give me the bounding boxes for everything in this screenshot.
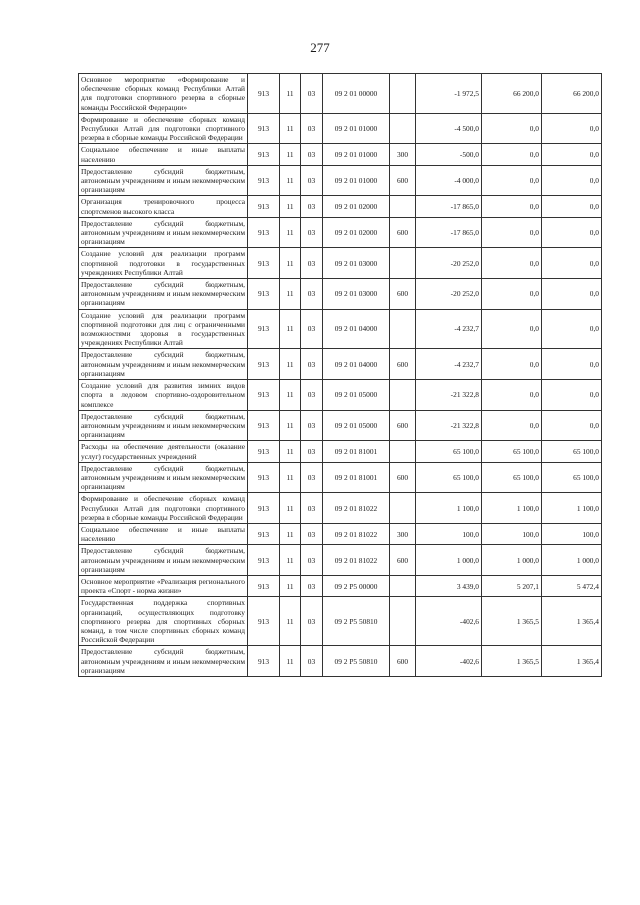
row-grbs: 913 [248,462,280,493]
row-amount-2: 0,0 [482,144,542,165]
row-amount-3: 5 472,4 [542,575,602,596]
row-amount-3: 1 000,0 [542,545,602,576]
row-name: Предоставление субсидий бюджетным, автономным учреждениям и иным некоммерческим организациям [79,165,248,196]
table-row [79,441,602,462]
row-target-article: 09 2 P5 50810 [323,646,390,677]
row-target-article: 09 2 P5 50810 [323,597,390,646]
row-expense-type [390,309,416,349]
row-amount-2: 0,0 [482,309,542,349]
row-expense-type [390,441,416,462]
row-amount-1: -17 865,0 [416,196,482,217]
row-grbs: 913 [248,493,280,524]
row-expense-type: 300 [390,523,416,544]
row-amount-3: 65 100,0 [542,441,602,462]
row-amount-3: 0,0 [542,217,602,248]
row-expense-type [390,196,416,217]
row-name: Предоставление субсидий бюджетным, автономным учреждениям и иным некоммерческим организациям [79,349,248,380]
row-expense-type: 600 [390,349,416,380]
row-amount-1: -1 972,5 [416,74,482,114]
row-amount-1: -4 232,7 [416,309,482,349]
row-grbs: 913 [248,248,280,279]
row-amount-3: 0,0 [542,165,602,196]
table-row [79,248,602,279]
row-section: 11 [280,410,301,441]
row-name: Предоставление субсидий бюджетным, автономным учреждениям и иным некоммерческим организациям [79,410,248,441]
row-amount-3: 65 100,0 [542,462,602,493]
row-target-article: 09 2 01 01000 [323,165,390,196]
row-amount-2: 0,0 [482,349,542,380]
row-amount-2: 66 200,0 [482,74,542,114]
row-amount-2: 0,0 [482,380,542,411]
row-expense-type: 600 [390,462,416,493]
row-amount-2: 0,0 [482,410,542,441]
row-grbs: 913 [248,217,280,248]
row-subsection: 03 [301,279,323,310]
row-section: 11 [280,575,301,596]
row-amount-1: 100,0 [416,523,482,544]
row-amount-1: 65 100,0 [416,462,482,493]
row-name: Предоставление субсидий бюджетным, автономным учреждениям и иным некоммерческим организациям [79,545,248,576]
row-grbs: 913 [248,575,280,596]
row-amount-2: 0,0 [482,217,542,248]
row-amount-1: -500,0 [416,144,482,165]
row-amount-1: 65 100,0 [416,441,482,462]
row-amount-1: 1 100,0 [416,493,482,524]
row-section: 11 [280,248,301,279]
row-subsection: 03 [301,74,323,114]
row-amount-2: 0,0 [482,196,542,217]
row-amount-1: -17 865,0 [416,217,482,248]
row-amount-3: 0,0 [542,248,602,279]
row-grbs: 913 [248,349,280,380]
row-target-article: 09 2 01 00000 [323,74,390,114]
row-grbs: 913 [248,597,280,646]
row-name: Предоставление субсидий бюджетным, автономным учреждениям и иным некоммерческим организациям [79,462,248,493]
row-subsection: 03 [301,165,323,196]
row-target-article: 09 2 01 04000 [323,309,390,349]
row-target-article: 09 2 01 02000 [323,196,390,217]
row-grbs: 913 [248,74,280,114]
row-grbs: 913 [248,165,280,196]
row-expense-type: 600 [390,410,416,441]
row-name: Социальное обеспечение и иные выплаты населению [79,523,248,544]
table-row [79,165,602,196]
table-row [79,144,602,165]
row-amount-3: 100,0 [542,523,602,544]
row-expense-type [390,597,416,646]
row-subsection: 03 [301,462,323,493]
row-target-article: 09 2 01 02000 [323,217,390,248]
row-subsection: 03 [301,545,323,576]
row-amount-1: -21 322,8 [416,410,482,441]
row-target-article: 09 2 P5 00000 [323,575,390,596]
row-subsection: 03 [301,493,323,524]
row-grbs: 913 [248,113,280,144]
row-name: Организация тренировочного процесса спортсменов высокого класса [79,196,248,217]
table-row [79,349,602,380]
row-name: Предоставление субсидий бюджетным, автономным учреждениям и иным некоммерческим организациям [79,279,248,310]
row-subsection: 03 [301,380,323,411]
row-amount-1: 3 439,0 [416,575,482,596]
row-amount-2: 65 100,0 [482,462,542,493]
row-expense-type: 600 [390,545,416,576]
row-section: 11 [280,441,301,462]
row-amount-1: -402,6 [416,597,482,646]
row-target-article: 09 2 01 03000 [323,248,390,279]
row-amount-3: 66 200,0 [542,74,602,114]
row-section: 11 [280,165,301,196]
row-target-article: 09 2 01 05000 [323,380,390,411]
row-grbs: 913 [248,545,280,576]
table-row [79,410,602,441]
row-name: Государственная поддержка спортивных организаций, осуществляющих подготовку спортивного резерва для спортивных сборных команд, в том числе спортивных сборных команд Российской Федерации [79,597,248,646]
row-amount-1: -21 322,8 [416,380,482,411]
row-section: 11 [280,597,301,646]
row-target-article: 09 2 01 05000 [323,410,390,441]
row-section: 11 [280,646,301,677]
row-subsection: 03 [301,309,323,349]
row-amount-3: 0,0 [542,196,602,217]
table-row [79,196,602,217]
row-section: 11 [280,196,301,217]
row-amount-1: -4 500,0 [416,113,482,144]
table-row [79,493,602,524]
table-row [79,279,602,310]
row-amount-3: 0,0 [542,144,602,165]
row-name: Создание условий для реализации программ спортивной подготовки в государственных учреждениях Республики Алтай [79,248,248,279]
row-target-article: 09 2 01 81022 [323,545,390,576]
row-target-article: 09 2 01 04000 [323,349,390,380]
row-subsection: 03 [301,441,323,462]
row-section: 11 [280,349,301,380]
row-section: 11 [280,279,301,310]
row-amount-1: -402,6 [416,646,482,677]
row-amount-2: 65 100,0 [482,441,542,462]
table-row [79,597,602,646]
row-subsection: 03 [301,646,323,677]
row-section: 11 [280,523,301,544]
row-subsection: 03 [301,248,323,279]
row-target-article: 09 2 01 81022 [323,523,390,544]
row-expense-type: 600 [390,646,416,677]
row-expense-type [390,575,416,596]
row-amount-1: -4 232,7 [416,349,482,380]
budget-table [78,73,602,677]
row-amount-2: 0,0 [482,248,542,279]
row-amount-3: 1 100,0 [542,493,602,524]
row-name: Формирование и обеспечение сборных команд Республики Алтай для подготовки спортивного резерва в сборные команды Российской Федерации [79,493,248,524]
row-amount-3: 1 365,4 [542,646,602,677]
row-amount-3: 0,0 [542,113,602,144]
table-row [79,545,602,576]
row-grbs: 913 [248,279,280,310]
row-name: Основное мероприятие «Реализация регионального проекта «Спорт - норма жизни» [79,575,248,596]
row-section: 11 [280,217,301,248]
row-expense-type: 600 [390,279,416,310]
row-name: Создание условий для реализации программ спортивной подготовки для лиц с ограниченными возможностями здоровья в государственных учреждениях Республики Алтай [79,309,248,349]
row-grbs: 913 [248,196,280,217]
table-row [79,523,602,544]
row-section: 11 [280,309,301,349]
row-expense-type: 600 [390,165,416,196]
row-grbs: 913 [248,309,280,349]
row-section: 11 [280,144,301,165]
table-row [79,575,602,596]
table-row [79,74,602,114]
row-expense-type: 600 [390,217,416,248]
row-amount-3: 0,0 [542,380,602,411]
row-expense-type [390,380,416,411]
row-expense-type [390,493,416,524]
row-section: 11 [280,493,301,524]
row-expense-type [390,74,416,114]
row-grbs: 913 [248,441,280,462]
row-amount-3: 0,0 [542,309,602,349]
row-name: Социальное обеспечение и иные выплаты населению [79,144,248,165]
row-subsection: 03 [301,144,323,165]
row-section: 11 [280,113,301,144]
row-grbs: 913 [248,523,280,544]
row-amount-1: -20 252,0 [416,248,482,279]
row-amount-1: 1 000,0 [416,545,482,576]
row-amount-2: 0,0 [482,165,542,196]
row-subsection: 03 [301,410,323,441]
table-row [79,113,602,144]
row-subsection: 03 [301,196,323,217]
row-amount-2: 5 207,1 [482,575,542,596]
row-name: Основное мероприятие «Формирование и обеспечение сборных команд Республики Алтай для подготовки спортивного резерва в сборные команды Российской Федерации» [79,74,248,114]
row-amount-1: -4 000,0 [416,165,482,196]
row-subsection: 03 [301,597,323,646]
row-amount-2: 1 100,0 [482,493,542,524]
row-grbs: 913 [248,410,280,441]
row-expense-type: 300 [390,144,416,165]
row-subsection: 03 [301,349,323,380]
row-section: 11 [280,545,301,576]
row-target-article: 09 2 01 81001 [323,441,390,462]
row-expense-type [390,248,416,279]
row-name: Создание условий для развития зимних видов спорта в ледовом спортивно-оздоровительном комплексе [79,380,248,411]
row-grbs: 913 [248,144,280,165]
row-name: Предоставление субсидий бюджетным, автономным учреждениям и иным некоммерческим организациям [79,646,248,677]
row-section: 11 [280,462,301,493]
row-amount-3: 0,0 [542,349,602,380]
row-grbs: 913 [248,646,280,677]
row-target-article: 09 2 01 81022 [323,493,390,524]
table-row [79,646,602,677]
row-amount-3: 0,0 [542,279,602,310]
row-subsection: 03 [301,217,323,248]
row-section: 11 [280,74,301,114]
row-section: 11 [280,380,301,411]
row-amount-2: 1 000,0 [482,545,542,576]
row-subsection: 03 [301,575,323,596]
row-amount-1: -20 252,0 [416,279,482,310]
row-subsection: 03 [301,113,323,144]
row-amount-3: 1 365,4 [542,597,602,646]
row-amount-2: 0,0 [482,113,542,144]
row-target-article: 09 2 01 03000 [323,279,390,310]
table-body [79,74,602,677]
page-number: 277 [310,40,330,55]
row-expense-type [390,113,416,144]
row-amount-2: 0,0 [482,279,542,310]
table-row [79,380,602,411]
row-name: Предоставление субсидий бюджетным, автономным учреждениям и иным некоммерческим организациям [79,217,248,248]
row-target-article: 09 2 01 01000 [323,113,390,144]
table-row [79,309,602,349]
row-name: Расходы на обеспечение деятельности (оказание услуг) государственных учреждений [79,441,248,462]
table-row [79,217,602,248]
row-subsection: 03 [301,523,323,544]
row-amount-2: 1 365,5 [482,646,542,677]
row-name: Формирование и обеспечение сборных команд Республики Алтай для подготовки спортивного резерва в сборные команды Российской Федерации [79,113,248,144]
row-target-article: 09 2 01 01000 [323,144,390,165]
table-row [79,462,602,493]
row-amount-3: 0,0 [542,410,602,441]
row-target-article: 09 2 01 81001 [323,462,390,493]
row-amount-2: 1 365,5 [482,597,542,646]
row-amount-2: 100,0 [482,523,542,544]
row-grbs: 913 [248,380,280,411]
